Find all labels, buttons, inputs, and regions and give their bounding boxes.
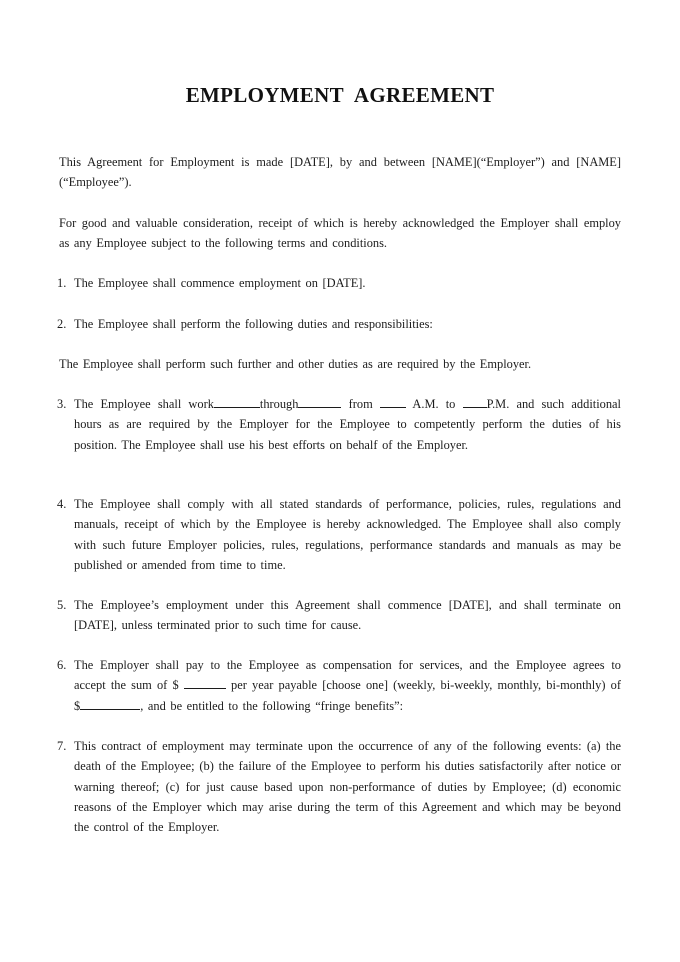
clause-1 xyxy=(57,273,621,293)
document-title: EMPLOYMENT AGREEMENT xyxy=(185,83,495,107)
end-time-blank[interactable] xyxy=(463,395,487,408)
clause-7 xyxy=(57,736,621,837)
further-duties-paragraph: The Employee shall perform such further and other duties as are required by the Employer. xyxy=(59,357,532,371)
clause-3-text-b: through xyxy=(259,397,299,411)
intro-paragraph: This Agreement for Employment is made [DATE], by and between [NAME](“Employer”) and [NAME](“Employee”). xyxy=(59,155,621,190)
start-time-blank[interactable] xyxy=(380,395,406,408)
clause-3 xyxy=(57,394,621,455)
clause-5 xyxy=(57,595,621,636)
clause-number: 3. xyxy=(57,397,67,411)
clause-number: 7. xyxy=(57,739,67,753)
clause-number: 5. xyxy=(57,598,67,612)
clause-4 xyxy=(57,494,621,575)
clause-text xyxy=(74,655,621,716)
periodic-payment-blank[interactable] xyxy=(80,697,140,710)
clause-number: 6. xyxy=(57,658,67,672)
clause-text: The Employee shall comply with all stated standards of performance, policies, rules, regulations and manuals, receipt of which by the Employee is hereby acknowledged. The Employee shall also comply with such future Employer policies, rules, regulations, performance standards and manuals as may be published or amended from time to time. xyxy=(74,497,621,572)
clause-6-text-c: , and be entitled to the following “fringe benefits”: xyxy=(140,698,404,713)
clause-3-text-d: A.M. to xyxy=(405,397,463,411)
clause-text: The Employee shall perform the following duties and responsibilities: xyxy=(74,317,433,331)
clause-number: 1. xyxy=(57,276,67,290)
clause-3-text-a: The Employee shall work xyxy=(74,397,214,411)
annual-salary-blank[interactable] xyxy=(184,676,226,689)
clause-text: The Employee’s employment under this Agreement shall commence [DATE], and shall terminate on [DATE], unless terminated prior to such time for cause. xyxy=(74,598,621,633)
clause-number: 4. xyxy=(57,497,67,511)
clause-2 xyxy=(57,314,621,334)
clause-text: The Employee shall commence employment on [DATE]. xyxy=(74,276,366,290)
consideration-paragraph: For good and valuable consideration, receipt of which is hereby acknowledged the Employer shall employ as any Employee subject to the following terms and conditions. xyxy=(59,216,621,251)
clause-6-text-a: The Employer shall pay to the Employee as compensation for services, and the Employee agrees to accept the sum of $ xyxy=(74,658,621,693)
clause-number: 2. xyxy=(57,317,67,331)
work-end-day-blank[interactable] xyxy=(298,395,341,408)
clause-3-text-c: from xyxy=(341,397,380,411)
clause-text: This contract of employment may terminate upon the occurrence of any of the following events: (a) the death of the Employee; (b) the failure of the Employee to perform his duties satisfactorily after notice or warning thereof; (c) for just cause based upon non-performance of duties by Employee; (d) economic reasons of the Employer which may arise during the term of this Agreement and which may be beyond the control of the Employer. xyxy=(74,739,621,835)
clause-6 xyxy=(57,655,621,716)
clause-3-text-e: P.M. and such additional hours as are required by the Employer for the Employee to competently perform the duties of his position. The Employee shall use his best efforts on behalf of the Employer. xyxy=(74,397,621,452)
clause-text xyxy=(74,394,621,455)
clause-6-text-b: per year payable [choose one] (weekly, bi-weekly, monthly, bi-monthly) of $ xyxy=(74,678,621,713)
work-start-day-blank[interactable] xyxy=(214,395,260,408)
